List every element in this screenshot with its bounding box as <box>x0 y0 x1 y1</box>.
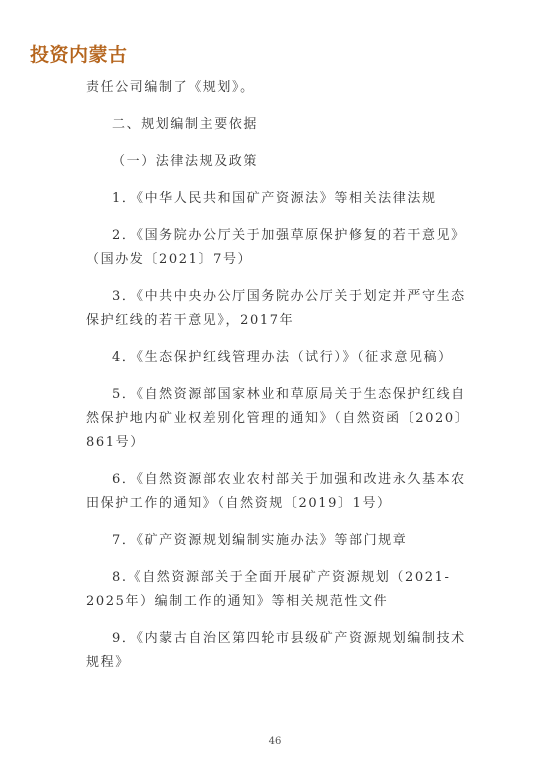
list-item: 1．《中华人民共和国矿产资源法》等相关法律法规 <box>112 191 437 206</box>
list-item: 5．《自然资源部国家林业和草原局关于生态保护红线自然保护地内矿业权差别化管理的通知》（自然资函〔2020〕861号） <box>86 387 470 450</box>
list-item: 8.《自然资源部关于全面开展矿产资源规划（2021-2025年）编制工作的通知》等相关规范性文件 <box>86 570 451 609</box>
list-item: 6．《自然资源部农业农村部关于加强和改进永久基本农田保护工作的通知》（自然资规〔2019〕1号） <box>86 472 466 511</box>
list-item: 3．《中共中央办公厅国务院办公厅关于划定并严守生态保护红线的若干意见》，2017年 <box>86 289 466 328</box>
subsection-heading: （一）法律法规及政策 <box>112 154 259 169</box>
list-item: 9．《内蒙古自治区第四轮市县级矿产资源规划编制技术规程》 <box>86 631 466 670</box>
list-item: 7．《矿产资源规划编制实施办法》等部门规章 <box>112 533 408 548</box>
list-item: 4．《生态保护红线管理办法（试行）》（征求意见稿） <box>112 350 453 365</box>
document-body <box>86 76 471 688</box>
list-item: 2．《国务院办公厅关于加强草原保护修复的若干意见》（国办发〔2021〕7号） <box>86 228 466 267</box>
paragraph-continuation: 责任公司编制了《规划》。 <box>86 80 255 95</box>
section-heading: 二、规划编制主要依据 <box>112 117 259 132</box>
page-number: 46 <box>268 736 282 747</box>
header-title: 投资内蒙古 <box>30 44 128 66</box>
